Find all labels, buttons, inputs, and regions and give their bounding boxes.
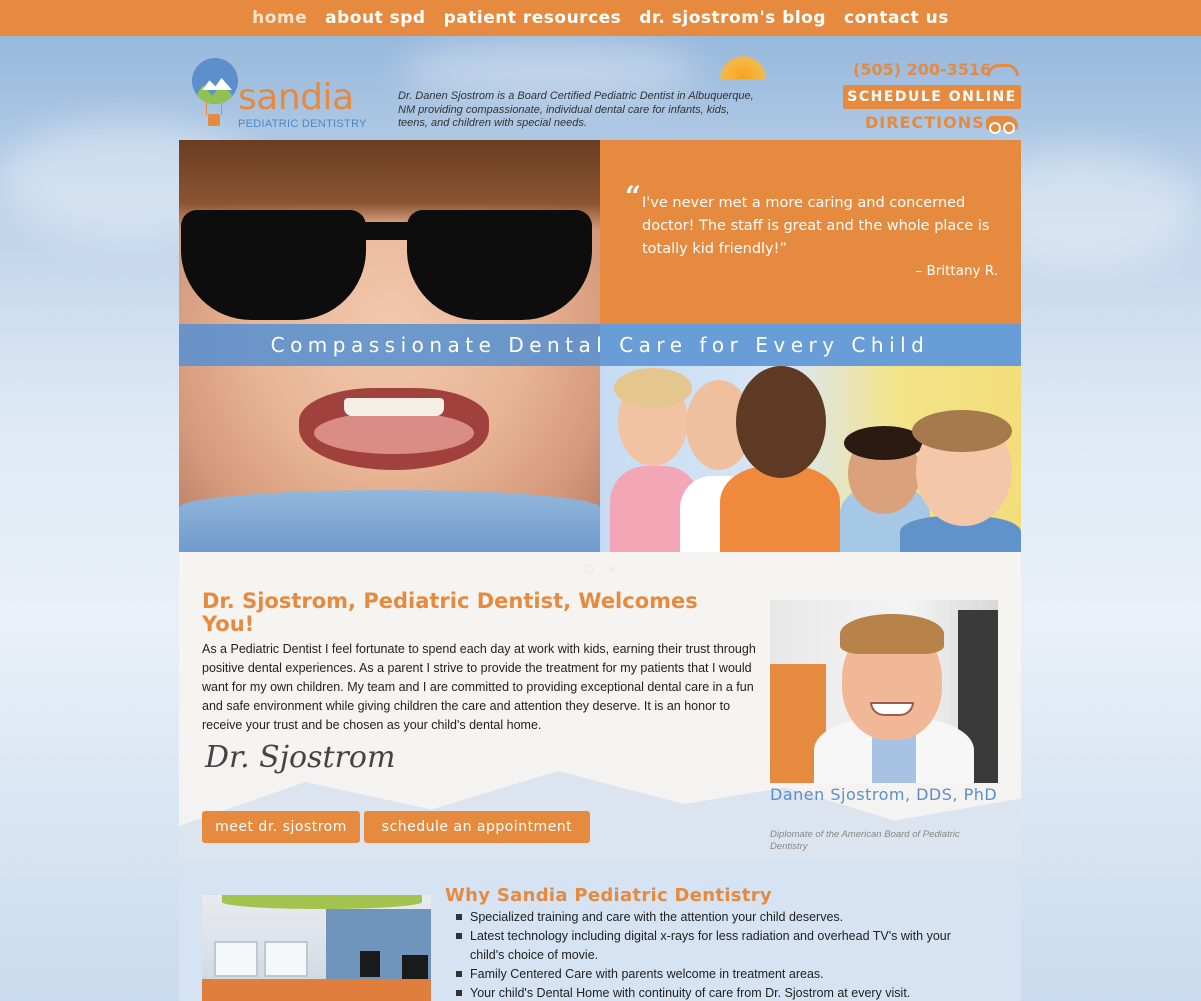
- doctor-name-link[interactable]: Danen Sjostrom, DDS, PhD: [770, 785, 998, 804]
- signature: Dr. Sjostrom: [205, 740, 396, 775]
- list-item: Specialized training and care with the attention your child deserves.: [455, 908, 975, 927]
- welcome-title: Dr. Sjostrom, Pediatric Dentist, Welcomes You!: [202, 589, 698, 636]
- main-nav: [0, 0, 1201, 36]
- logo-subtitle: PEDIATRIC DENTISTRY: [238, 118, 367, 130]
- logo-name: sandia: [238, 77, 354, 118]
- schedule-appointment-button[interactable]: schedule an appointment: [364, 811, 590, 843]
- nav-home[interactable]: home: [252, 8, 308, 28]
- site-logo[interactable]: [192, 58, 372, 133]
- list-item: Your child's Dental Home with continuity of care from Dr. Sjostrom at every visit.: [455, 984, 975, 1001]
- testimonial-quote: I've never met a more caring and concerned doctor! The staff is great and the whole place is totally kid friendly!”: [642, 195, 990, 257]
- balloon-logo-icon: [192, 58, 238, 104]
- quote-open-mark: “: [625, 180, 642, 213]
- hero-photo-kids: [600, 366, 1021, 552]
- list-item: Latest technology including digital x-rays for less radiation and overhead TV's with your child's choice of movie.: [455, 927, 975, 965]
- phone-number[interactable]: (505) 200-3516: [853, 60, 992, 79]
- welcome-body: As a Pediatric Dentist I feel fortunate to spend each day at work with kids, earning their trust through positive dental experiences. As a parent I strive to provide the treatment for my patients that I would want for my own children. My team and I are committed to providing exceptional dental care in a fun and safe environment while giving children the care and attention they deserve. It is an honor to receive your trust and be chosen as your child's dental home.: [202, 642, 756, 732]
- testimonial-author: – Brittany R.: [915, 263, 998, 279]
- directions-link[interactable]: DIRECTIONS: [865, 113, 985, 132]
- header-description: Dr. Danen Sjostrom is a Board Certified Pediatric Dentist in Albuquerque, NM providing compassionate, individual dental care for infants, kids, teens, and children with special needs.: [398, 90, 754, 129]
- car-icon: [986, 116, 1018, 130]
- nav-patient-resources[interactable]: patient resources: [443, 8, 622, 28]
- doctor-credential: Diplomate of the American Board of Pediatric Dentistry: [770, 829, 960, 852]
- meet-dr-sjostrom-button[interactable]: meet dr. sjostrom: [202, 811, 360, 843]
- nav-contact-us[interactable]: contact us: [844, 8, 949, 28]
- sun-icon: [720, 56, 766, 79]
- why-title: Why Sandia Pediatric Dentistry: [445, 885, 772, 906]
- hero-tagline: Compassionate Dental Care for Every Child: [179, 324, 1021, 366]
- list-item: Family Centered Care with parents welcome in treatment areas.: [455, 965, 975, 984]
- phone-icon: [987, 64, 1019, 76]
- doctor-photo: [770, 600, 998, 783]
- office-photo: [202, 895, 431, 1001]
- schedule-online-button[interactable]: SCHEDULE ONLINE: [843, 85, 1021, 109]
- nav-blog[interactable]: dr. sjostrom's blog: [639, 8, 827, 28]
- nav-about-spd[interactable]: about spd: [325, 8, 426, 28]
- why-list: [455, 908, 975, 1001]
